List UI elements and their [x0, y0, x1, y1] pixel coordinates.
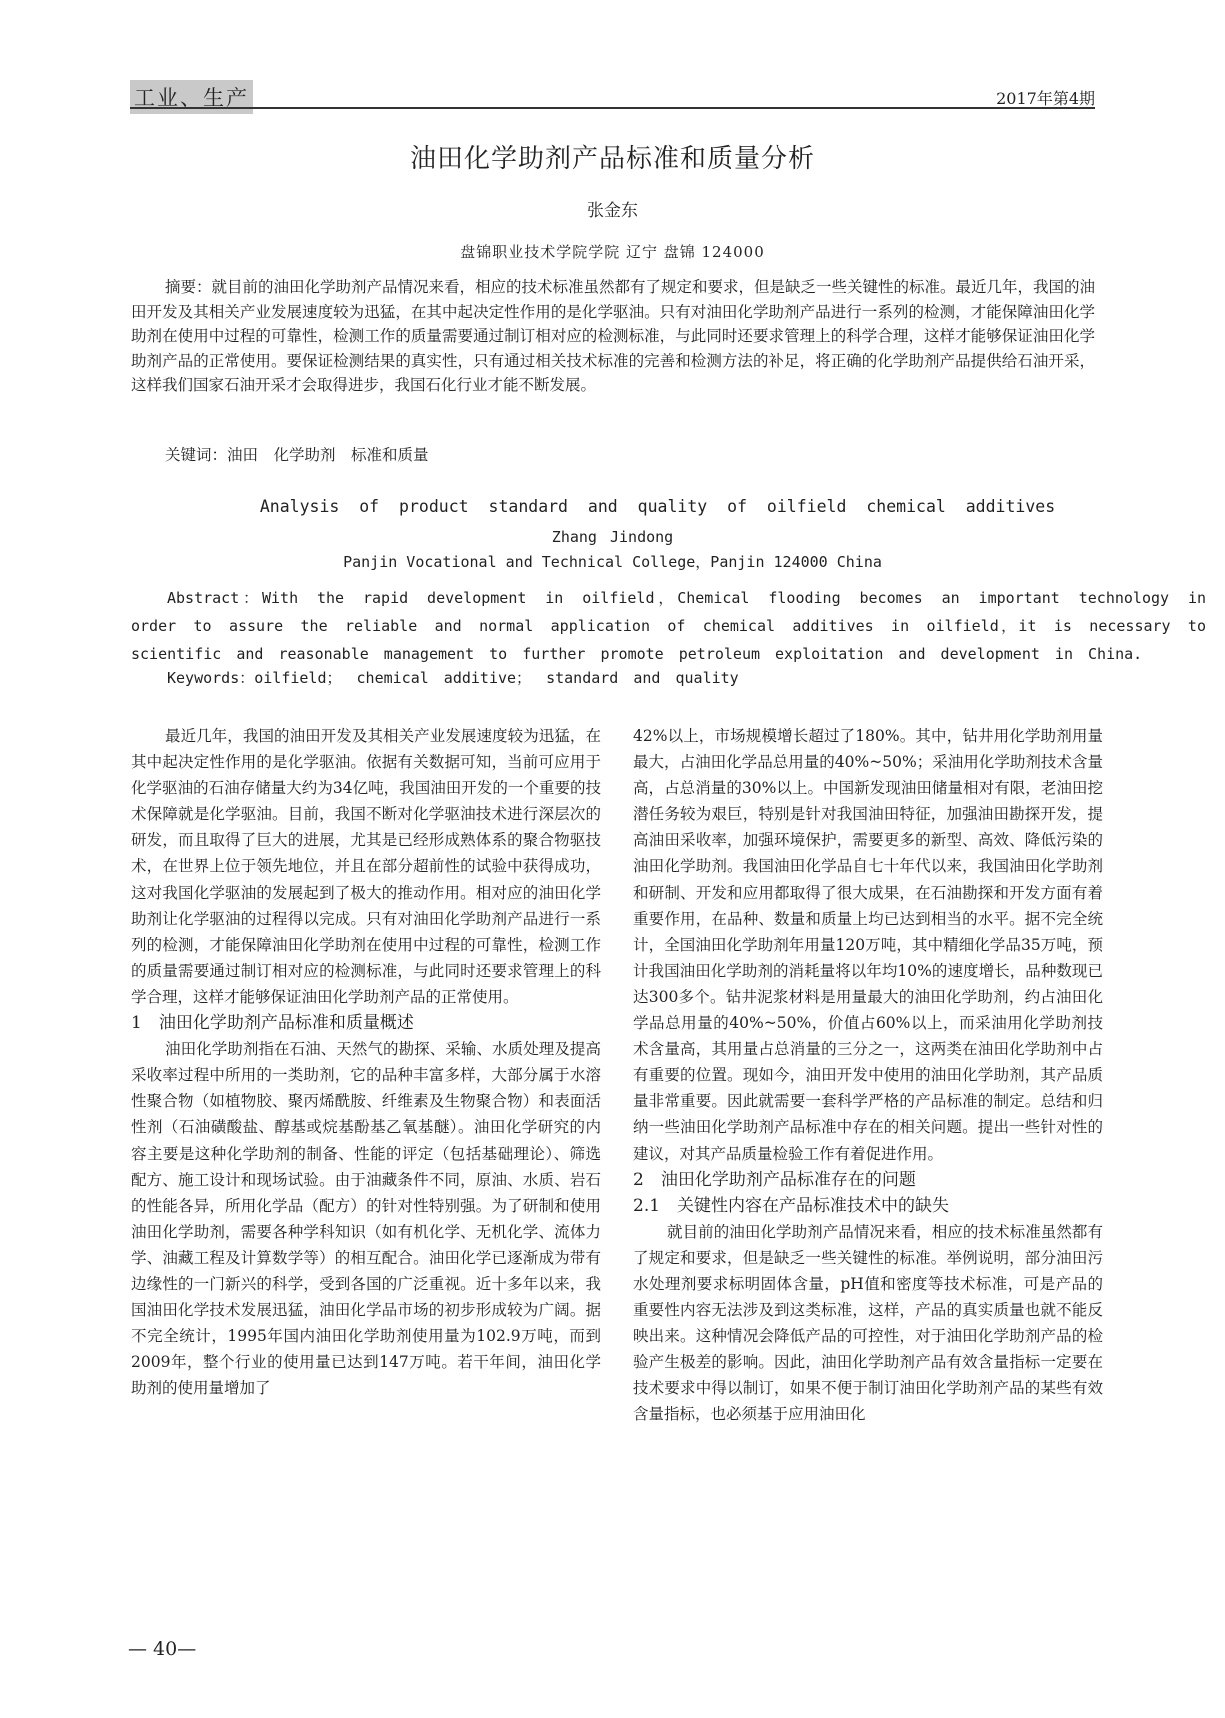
subsection-heading-2-1: 2.1 关键性内容在产品标准技术中的缺失	[633, 1195, 950, 1216]
page-number: — 40—	[128, 1638, 197, 1660]
right-column	[633, 723, 1103, 1428]
subsection-2-1-paragraph: 就目前的油田化学助剂产品情况来看，相应的技术标准虽然都有了规定和要求，但是缺乏一些关键性的标准。举例说明，部分油田污水处理剂要求标明固体含量，pH值和密度等技术标准，可是产品的重要性内容无法涉及到这类标准，这样，产品的真实质量也就不能反映出来。这种情况会降低产品的可控性，对于油田化学助剂产品的检验产生极差的影响。因此，油田化学助剂产品有效含量指标一定要在技术要求中得以制订，如果不便于制订油田化学助剂产品的某些有效含量指标，也必须基于应用油田化	[633, 1222, 1103, 1424]
abstract-text: 摘要：就目前的油田化学助剂产品情况来看，相应的技术标准虽然都有了规定和要求，但是缺乏一些关键性的标准。最近几年，我国的油田开发及其相关产业发展速度较为迅猛，在其中起决定性作用的是化学驱油。只有对油田化学助剂产品进行一系列的检测，才能保障油田化学助剂在使用中过程的可靠性，检测工作的质量需要通过制订相对应的检测标准，与此同时还要求管理上的科学合理，这样才能够保证油田化学助剂产品的正常使用。要保证检测结果的真实性，只有通过相关技术标准的完善和检测方法的补足，将正确的化学助剂产品提供给石油开采，这样我们国家石油开采才会取得进步，我国石化行业才能不断发展。	[131, 278, 1096, 394]
header-rule	[130, 107, 1095, 109]
english-author: Zhang Jindong	[551, 528, 674, 546]
section-1-continued: 42%以上，市场规模增长超过了180%。其中，钻井用化学助剂用量最大，占油田化学品总用量的40%~50%；采油用化学助剂技术含量高，占总消量的30%以上。中国新发现油田储量相对有限，老油田挖潜任务较为艰巨，特别是针对我国油田特征，加强油田勘探开发，提高油田采收率，加强环境保护，需要更多的新型、高效、降低污染的油田化学助剂。我国油田化学品自七十年代以来，我国油田化学助剂和研制、开发和应用都取得了很大成果，在石油勘探和开发方面有着重要作用，在品种、数量和质量上均已达到相当的水平。据不完全统计，全国油田化学助剂年用量120万吨，其中精细化学品35万吨，预计我国油田化学助剂的消耗量将以年均10%的速度增长，品种数现已达300多个。钻井泥浆材料是用量最大的油田化学助剂，约占油田化学品总用量的40%~50%，价值占60%以上，而采油用化学助剂技术含量高，其用量占总消量的三分之一，这两类在油田化学助剂中占有重要的位置。现如今，油田开发中使用的油田化学助剂，其产品质量非常重要。因此就需要一套科学严格的产品标准的制定。总结和归纳一些油田化学助剂产品标准中存在的相关问题。提出一些针对性的建议，对其产品质量检验工作有着促进作用。	[633, 727, 1103, 1163]
english-affiliation: Panjin Vocational and Technical College，Panjin 124000 China	[343, 553, 882, 571]
intro-paragraph: 最近几年，我国的油田开发及其相关产业发展速度较为迅猛，在其中起决定性作用的是化学驱油。依据有关数据可知，当前可应用于化学驱油的石油存储量大约为34亿吨，我国油田开发的一个重要的技术保障就是化学驱油。目前，我国不断对化学驱油技术进行深层次的研发，而且取得了巨大的进展，尤其是已经形成熟体系的聚合物驱技术，在世界上位于领先地位，并且在部分超前性的试验中获得成功，这对我国化学驱油的发展起到了极大的推动作用。相对应的油田化学助剂让化学驱油的过程得以完成。只有对油田化学助剂产品进行一系列的检测，才能保障油田化学助剂在使用中过程的可靠性，检测工作的质量需要通过制订相对应的检测标准，与此同时还要求管理上的科学合理，这样才能够保证油田化学助剂产品的正常使用。	[131, 727, 601, 1006]
author-name: 张金东	[587, 201, 638, 221]
english-title: Analysis of product standard and quality of oilfield chemical additives	[259, 497, 1056, 516]
chinese-abstract	[131, 275, 1095, 398]
running-header	[130, 80, 1095, 108]
author-affiliation: 盘锦职业技术学院学院 辽宁 盘锦 124000	[460, 243, 765, 261]
chinese-keywords: 关键词：油田 化学助剂 标准和质量	[165, 446, 429, 464]
section-heading-2: 2 油田化学助剂产品标准存在的问题	[633, 1169, 916, 1190]
left-column	[131, 723, 601, 1401]
paper-title: 油田化学助剂产品标准和质量分析	[409, 144, 815, 174]
english-abstract-text: Abstract：With the rapid development in oilfield，Chemical flooding becomes an important technology in order to assure the reliable and normal application of chemical additives in oilfield，it is necessary to scientific and reasonable management to further promote petroleum exploitation and development in China.	[131, 589, 1206, 663]
section-label: 工业、生产	[130, 80, 253, 114]
english-abstract	[131, 584, 1206, 668]
section-heading-1: 1 油田化学助剂产品标准和质量概述	[131, 1013, 414, 1034]
section-1-paragraph: 油田化学助剂指在石油、天然气的勘探、采输、水质处理及提高采收率过程中所用的一类助剂，它的品种丰富多样，大部分属于水溶性聚合物（如植物胶、聚丙烯酰胺、纤维素及生物聚合物）和表面活性剂（石油磺酸盐、醇基或烷基酚基乙氧基醚）。油田化学研究的内容主要是这种化学助剂的制备、性能的评定（包括基础理论）、筛选配方、施工设计和现场试验。由于油藏条件不同，原油、水质、岩石的性能各异，所用化学品（配方）的针对性特别强。为了研制和使用油田化学助剂，需要各种学科知识（如有机化学、无机化学、流体力学、油藏工程及计算数学等）的相互配合。油田化学已逐渐成为带有边缘性的一门新兴的科学，受到各国的广泛重视。近十多年以来，我国油田化学技术发展迅猛，油田化学品市场的初步形成较为广阔。据不完全统计，1995年国内油田化学助剂使用量为102.9万吨，而到2009年，整个行业的使用量已达到147万吨。若干年间，油田化学助剂的使用量增加了	[131, 1040, 601, 1398]
english-keywords: Keywords：oilfield； chemical additive； standard and quality	[167, 669, 739, 687]
issue-label: 2017年第4期	[996, 89, 1095, 108]
